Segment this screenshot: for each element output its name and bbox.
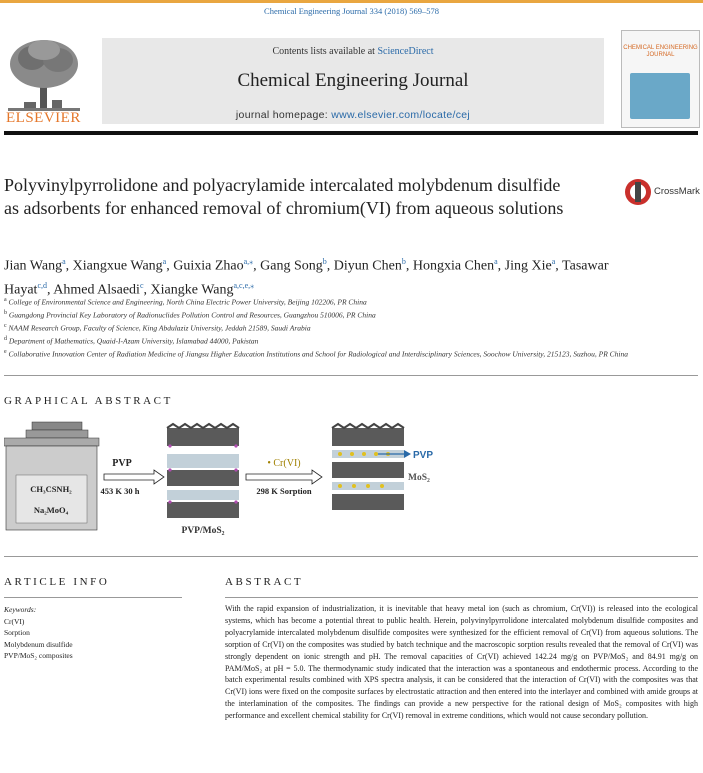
affiliation-item — [4, 321, 700, 334]
masthead — [0, 28, 703, 131]
journal-citation[interactable]: Chemical Engineering Journal 334 (2018) 569–578 — [264, 6, 439, 16]
section-divider — [4, 375, 698, 376]
homepage-prefix: journal homepage: — [235, 109, 329, 121]
article-title: Polyvinylpyrrolidone and polyacrylamide intercalated molybdenum disulfide as adsorbents for enhanced removal of chromium(VI) from aqueous solutions — [4, 175, 564, 218]
homepage-line — [102, 109, 604, 121]
step1-arrow — [104, 470, 164, 484]
author-name[interactable]: Guixia Zhao — [173, 258, 244, 274]
author-affiliation-mark[interactable]: c — [139, 280, 144, 290]
affiliation-text: Guangdong Provincial Key Laboratory of Radionuclides Pollution Control and Resources, Guangzhou 510006, PR China — [7, 310, 376, 320]
crossmark-label: CrossMark — [654, 186, 700, 197]
step2-label-top: • Cr(VI) — [267, 458, 301, 469]
step1-label-bottom: 453 K 30 h — [100, 486, 140, 496]
affiliation-mark: b — [4, 310, 7, 316]
abstract-heading: ABSTRACT — [225, 576, 304, 588]
sciencedirect-link[interactable]: ScienceDirect — [377, 46, 434, 57]
affiliations — [4, 295, 700, 360]
affiliation-item — [4, 334, 700, 347]
pvp-callout: PVP — [413, 450, 434, 461]
author-affiliation-mark[interactable]: c,d — [37, 280, 47, 290]
author-list: Jian Wang$^a$, Xiangxue Wang$^a$, Guixia Zhao$^{a,⁎}$, Gang Song$^b$, Diyun Chen$^b$, Hongxia Chen$^a$, Jing Xie$^a$, Tasawar Hayat$^{c,d}$, Ahmed Alsaedi$^c$, Xiangke Wang$^{a,c,e,⁎}$ — [4, 257, 609, 298]
author-affiliation-mark[interactable]: b — [401, 257, 406, 266]
journal-banner — [102, 38, 604, 124]
reagent-2: Na₂MoO₄ — [33, 505, 69, 515]
crossmark-icon — [624, 178, 652, 206]
author-name[interactable]: Jing Xie — [504, 258, 552, 274]
affiliation-item — [4, 347, 700, 360]
article-info-heading: ARTICLE INFO — [4, 576, 110, 588]
keyword-item: Molybdenum disulfide — [4, 639, 73, 649]
keyword-item: Cr(VI) — [4, 616, 25, 626]
homepage-link[interactable]: www.elsevier.com/locate/cej — [331, 109, 471, 121]
graphical-abstract-heading: GRAPHICAL ABSTRACT — [4, 395, 173, 407]
reactor-vessel — [4, 422, 99, 530]
cover-title: CHEMICAL ENGINEERING JOURNAL — [623, 45, 698, 58]
author-name[interactable]: Diyun Chen — [333, 258, 402, 274]
affiliation-mark: c — [4, 323, 7, 329]
author-affiliation-mark[interactable]: a — [62, 257, 66, 266]
contents-line — [102, 46, 604, 57]
author-name[interactable]: Jian Wang — [4, 258, 63, 274]
keywords-label: Keywords: — [4, 605, 37, 614]
reagent-1: CH₃CSNH₂ — [30, 484, 72, 494]
step2-label-bottom: 298 K Sorption — [256, 486, 312, 496]
author-affiliation-mark[interactable]: b — [322, 257, 327, 266]
keyword-item: PVP/MoS₂ composites — [4, 651, 73, 660]
author-name[interactable]: Xiangxue Wang — [72, 258, 163, 274]
abstract-rule — [225, 597, 698, 598]
author-name[interactable]: Xiangke Wang — [150, 282, 234, 298]
journal-name: Chemical Engineering Journal — [237, 70, 469, 91]
author-name[interactable]: Tasawar Hayat — [4, 258, 609, 298]
journal-cover-thumbnail[interactable] — [621, 30, 700, 128]
article-info-rule — [4, 597, 182, 598]
abstract-text: With the rapid expansion of industrialization, it is inevitable that heavy metal ion (such as chromium, Cr(VI)) is released into the ecological systems, which has become a potential threat to public health. Herein, polyvinylpyrrolidone intercalated molybdenum disulfide composites and polyacrylamide intercalated molybdenum disulfide composites were synthesized for the efficient removal of Cr(VI) from aqueous solutions. The sorption of Cr(VI) on the composites was studied by batch technique and the macroscopic sorption results revealed that the removal of Cr(VI) was strongly dependent on ionic strength and pH. The removal capacities of Cr(VI) achieved 142.24 mg/g on PVP/MoS₂ and 84.91 mg/g on PAM/MoS₂ at pH = 5.0. The thermodynamic study indicated that the interaction was a spontaneous and endothermic process. According to the batch experimental results combined with XPS spectra analysis, it can be considered that the interaction of Cr(VI) with the composites was that Cr(VI) ions were fixed on the composite surfaces by electrostatic attraction and then entered into the interlayer and combined with amide groups at the interlamination of the composites. The findings can provide a new perspective for the rational design of MoS₂ composites with high performance and excellent chemical stability for Cr(VI) removal in extreme conditions, which would not cause secondary pollution. — [225, 604, 698, 721]
contents-prefix: Contents lists available at — [272, 46, 375, 57]
author-name[interactable]: Gang Song — [260, 258, 323, 274]
section-divider-2 — [4, 556, 698, 557]
cr-loaded-structure — [332, 424, 404, 510]
keywords-block — [4, 604, 73, 662]
masthead-divider — [4, 131, 698, 135]
graphical-abstract-figure — [4, 420, 444, 540]
pvp-mos2-structure — [167, 424, 239, 536]
affiliation-text: College of Environmental Science and Engineering, North China Electric Power University, Beijing 102206, PR China — [6, 297, 367, 307]
product-label: PVP/MoS₂ — [181, 526, 225, 536]
affiliation-item — [4, 308, 700, 321]
keyword-item: Sorption — [4, 628, 30, 637]
top-accent-bar — [0, 0, 703, 3]
author-affiliation-mark[interactable]: a — [494, 257, 498, 266]
cover-image — [630, 73, 690, 119]
mos2-callout: MoS₂ — [408, 473, 430, 483]
author-name[interactable]: Hongxia Chen — [412, 258, 495, 274]
affiliation-mark: e — [4, 349, 7, 355]
author-name[interactable]: Ahmed Alsaedi — [53, 282, 140, 298]
author-affiliation-mark[interactable]: a — [551, 257, 556, 266]
publisher-wordmark: ELSEVIER — [6, 110, 81, 126]
affiliation-text: NAAM Research Group, Faculty of Science, King Abdulaziz University, Jeddah 21589, Saudi Arabia — [6, 323, 311, 333]
crossmark-badge[interactable] — [624, 178, 700, 206]
author-affiliation-mark[interactable]: a,c,e,⁎ — [233, 280, 255, 290]
step1-label-top: PVP — [112, 458, 132, 469]
affiliation-item — [4, 295, 700, 308]
author-affiliation-mark[interactable]: a,⁎ — [243, 257, 254, 266]
affiliation-mark: d — [4, 336, 7, 342]
affiliation-text: Department of Mathematics, Quaid-I-Azam University, Islamabad 44000, Pakistan — [7, 336, 259, 346]
author-affiliation-mark[interactable]: a — [162, 257, 167, 266]
affiliation-mark: a — [4, 297, 7, 303]
step2-arrow — [246, 470, 322, 484]
affiliation-text: Collaborative Innovation Center of Radiation Medicine of Jiangsu Higher Education Institutions and School for Radiological and Interdisciplinary Sciences, Soochow University, 215123, Suzhou, PR China — [6, 349, 628, 359]
